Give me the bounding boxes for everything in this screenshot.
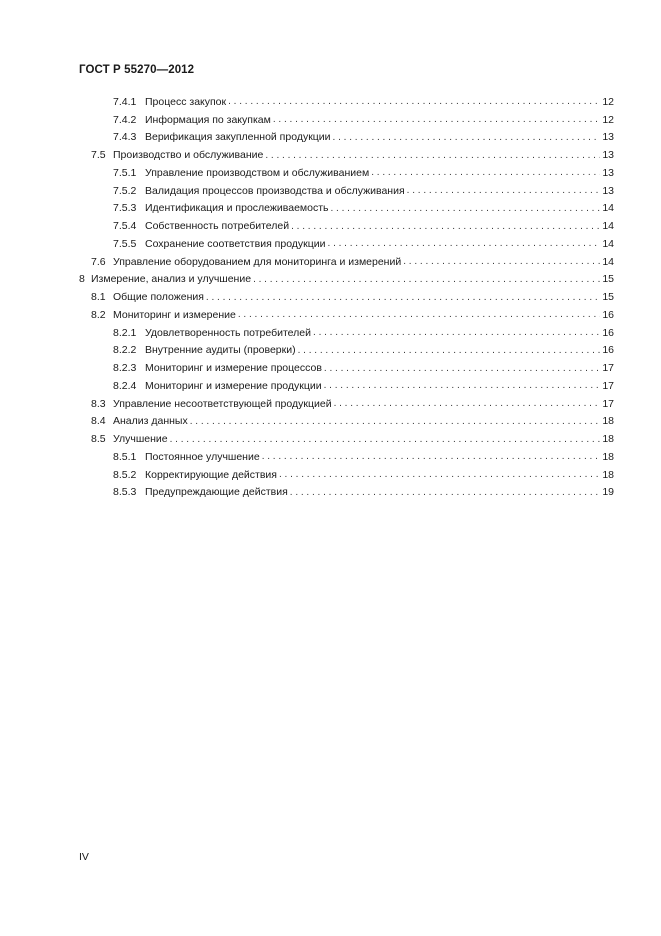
toc-entry-page: 12 [602, 95, 614, 108]
toc-entry-number: 7.5.5 [113, 237, 137, 250]
toc-dot-leader [206, 292, 600, 304]
toc-dot-leader [279, 469, 600, 481]
toc-entry-number: 7.6 [91, 255, 106, 268]
toc-entry-number: 8.5.3 [113, 486, 137, 499]
toc-entry [79, 484, 614, 502]
toc-entry-title: Управление несоответствующей продукцией [113, 397, 332, 410]
toc-entry-number: 7.4.2 [113, 113, 137, 126]
toc-entry-title: Валидация процессов производства и обслуживания [145, 184, 405, 197]
toc-entry-page: 18 [602, 450, 614, 463]
toc-entry-title: Предупреждающие действия [145, 486, 288, 499]
toc-entry [79, 146, 614, 164]
toc-entry [79, 164, 614, 182]
page-number: IV [79, 851, 89, 863]
toc-entry-number: 8.5 [91, 433, 106, 446]
toc-entry-number: 8.2.4 [113, 379, 137, 392]
toc-entry [79, 359, 614, 377]
toc-entry-title: Управление производством и обслуживанием [145, 166, 370, 179]
toc-entry-page: 14 [602, 202, 614, 215]
toc-entry [79, 288, 614, 306]
toc-entry-number: 8.3 [91, 397, 106, 410]
toc-entry-title: Внутренние аудиты (проверки) [145, 344, 296, 357]
toc-entry-title: Анализ данных [113, 415, 188, 428]
toc-entry-number: 7.5.2 [113, 184, 137, 197]
toc-dot-leader [265, 150, 600, 162]
toc-entry-page: 17 [602, 362, 614, 375]
toc-dot-leader [331, 203, 601, 215]
toc-entry-page: 15 [602, 273, 614, 286]
toc-entry [79, 448, 614, 466]
toc-entry-number: 8.2.1 [113, 326, 137, 339]
toc-entry-number: 8.2.2 [113, 344, 137, 357]
toc-dot-leader [371, 167, 600, 179]
toc-entry-page: 13 [602, 184, 614, 197]
toc-entry-page: 18 [602, 433, 614, 446]
toc-entry-number: 8.1 [91, 291, 106, 304]
toc-entry-number: 8.5.1 [113, 450, 137, 463]
toc-entry-page: 13 [602, 166, 614, 179]
toc-dot-leader [334, 398, 600, 410]
toc-entry [79, 129, 614, 147]
toc-dot-leader [253, 274, 600, 286]
toc-entry [79, 93, 614, 111]
toc-dot-leader [273, 114, 600, 126]
toc-entry-title: Общие положения [113, 291, 204, 304]
toc-entry [79, 466, 614, 484]
toc-entry-page: 12 [602, 113, 614, 126]
toc-entry-page: 17 [602, 397, 614, 410]
toc-entry-title: Собственность потребителей [145, 220, 290, 233]
toc-entry [79, 253, 614, 271]
toc-dot-leader [298, 345, 600, 357]
toc-dot-leader [290, 487, 600, 499]
toc-entry-page: 14 [602, 237, 614, 250]
toc-entry-number: 7.4.1 [113, 95, 137, 108]
toc-dot-leader [190, 416, 600, 428]
toc-entry [79, 111, 614, 129]
toc-entry-page: 13 [602, 149, 614, 162]
toc-entry [79, 235, 614, 253]
toc-dot-leader [407, 185, 600, 197]
toc-entry-title: Измерение, анализ и улучшение [91, 273, 252, 286]
toc-entry-page: 18 [602, 415, 614, 428]
toc-entry-page: 16 [602, 344, 614, 357]
toc-entry-title: Удовлетворенность потребителей [145, 326, 312, 339]
toc-entry [79, 200, 614, 218]
toc-entry-title: Мониторинг и измерение процессов [145, 362, 322, 375]
toc-entry-title: Постоянное улучшение [145, 450, 260, 463]
toc-entry-title: Процесс закупок [145, 95, 227, 108]
toc-entry-page: 15 [602, 291, 614, 304]
toc-dot-leader [313, 327, 600, 339]
toc-entry-number: 8.2.3 [113, 362, 137, 375]
toc-entry-number: 7.5.4 [113, 220, 137, 233]
toc-entry-title: Производство и обслуживание [113, 149, 264, 162]
table-of-contents [79, 93, 614, 501]
toc-entry-number: 7.4.3 [113, 131, 137, 144]
toc-entry-number: 7.5.1 [113, 166, 137, 179]
toc-dot-leader [403, 256, 600, 268]
toc-entry [79, 324, 614, 342]
toc-entry [79, 430, 614, 448]
toc-entry-page: 18 [602, 468, 614, 481]
toc-dot-leader [291, 221, 600, 233]
toc-entry [79, 395, 614, 413]
toc-entry-number: 8.2 [91, 308, 106, 321]
toc-entry-title: Верификация закупленной продукции [145, 131, 331, 144]
toc-entry-title: Мониторинг и измерение [113, 308, 236, 321]
toc-entry-title: Информация по закупкам [145, 113, 271, 126]
toc-dot-leader [333, 132, 600, 144]
toc-dot-leader [324, 380, 600, 392]
toc-entry-number: 7.5 [91, 149, 106, 162]
toc-entry-number: 8.5.2 [113, 468, 137, 481]
toc-entry [79, 182, 614, 200]
toc-entry-title: Улучшение [113, 433, 168, 446]
toc-entry [79, 306, 614, 324]
toc-entry-page: 19 [602, 486, 614, 499]
toc-entry-title: Сохранение соответствия продукции [145, 237, 326, 250]
toc-entry [79, 217, 614, 235]
toc-entry-page: 16 [602, 326, 614, 339]
toc-entry-page: 17 [602, 379, 614, 392]
toc-entry-page: 14 [602, 255, 614, 268]
toc-entry [79, 377, 614, 395]
toc-entry-number: 8 [79, 273, 85, 286]
toc-entry-number: 7.5.3 [113, 202, 137, 215]
toc-entry-page: 13 [602, 131, 614, 144]
toc-dot-leader [238, 309, 600, 321]
toc-dot-leader [328, 238, 600, 250]
toc-dot-leader [228, 96, 600, 108]
toc-entry [79, 413, 614, 431]
toc-entry-title: Мониторинг и измерение продукции [145, 379, 322, 392]
document-header: ГОСТ Р 55270—2012 [79, 64, 195, 76]
toc-entry-title: Управление оборудованием для мониторинга и измерений [113, 255, 402, 268]
toc-entry [79, 342, 614, 360]
toc-dot-leader [170, 434, 600, 446]
toc-entry-page: 14 [602, 220, 614, 233]
toc-entry-number: 8.4 [91, 415, 106, 428]
toc-entry-title: Корректирующие действия [145, 468, 277, 481]
toc-entry-title: Идентификация и прослеживаемость [145, 202, 329, 215]
toc-dot-leader [262, 451, 600, 463]
toc-entry [79, 271, 614, 289]
toc-entry-page: 16 [602, 308, 614, 321]
toc-dot-leader [324, 363, 600, 375]
